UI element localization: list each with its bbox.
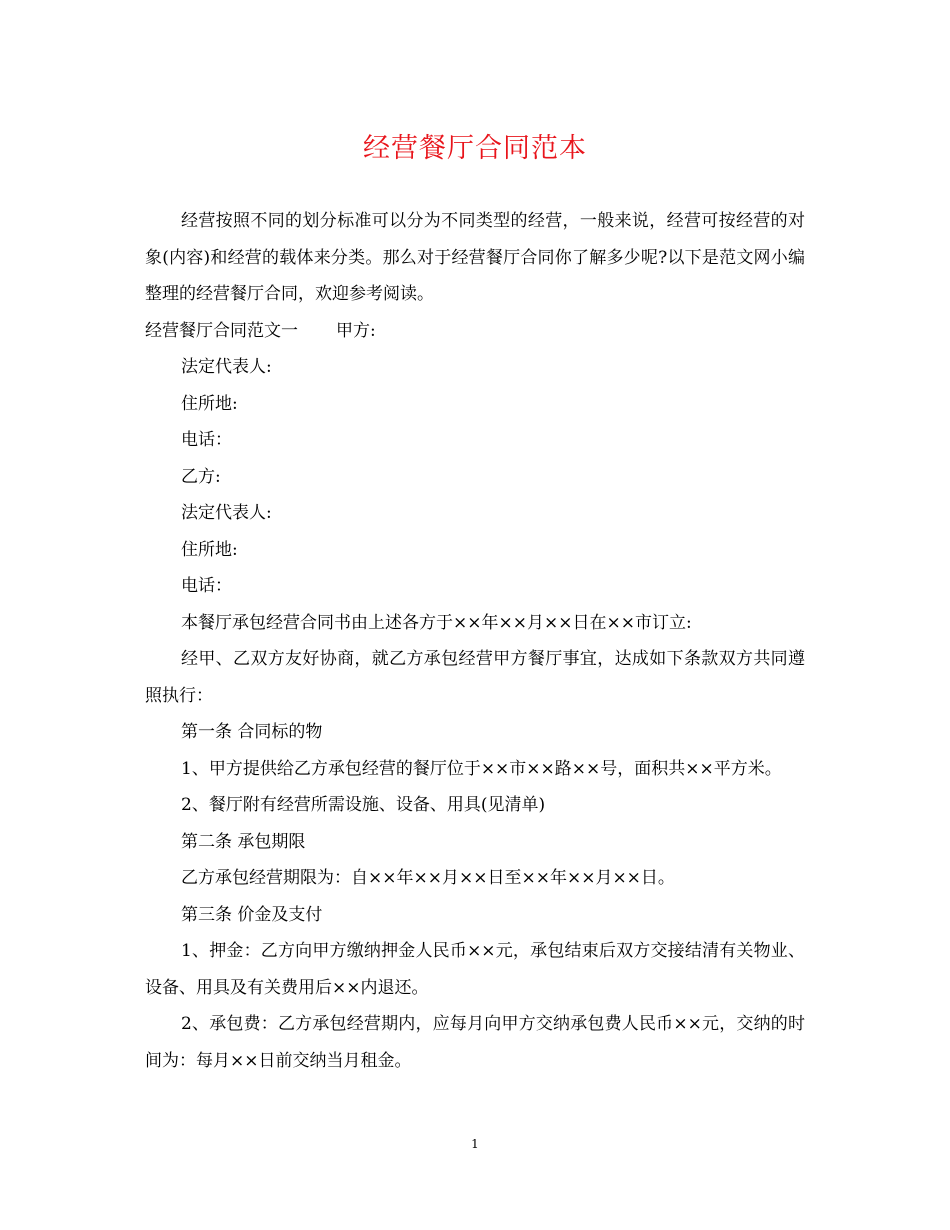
article-3-item-2: 2、承包费：乙方承包经营期内，应每月向甲方交纳承包费人民币××元，交纳的时间为：每月××日前交纳当月租金。 <box>145 1014 805 1071</box>
party-a-label: 甲方: <box>336 320 376 341</box>
article-1-item-1: 1、甲方提供给乙方承包经营的餐厅位于××市××路××号，面积共××平方米。 <box>181 758 782 779</box>
article-2-heading: 第二条 承包期限 <box>181 831 306 852</box>
preamble-paragraph: 本餐厅承包经营合同书由上述各方于××年××月××日在××市订立: <box>181 612 692 633</box>
party-a-phone: 电话： <box>181 430 232 450</box>
party-a-address: 住所地: <box>181 393 238 414</box>
party-a-legal-rep: 法定代表人: <box>181 357 272 377</box>
page-number: 1 <box>471 1137 479 1151</box>
article-3-heading: 第三条 价金及支付 <box>181 904 323 925</box>
party-b-label: 乙方: <box>181 466 221 487</box>
party-b-phone: 电话： <box>181 576 232 596</box>
party-b-address: 住所地: <box>181 539 238 560</box>
article-3-item-1: 1、押金：乙方向甲方缴纳押金人民币××元，承包结束后双方交接结清有关物业、设备、用具及有关费用后××内退还。 <box>145 941 805 998</box>
document-title: 经营餐厅合同范本 <box>363 133 587 164</box>
article-1-item-2: 2、餐厅附有经营所需设施、设备、用具(见清单) <box>181 795 546 815</box>
sample-heading: 经营餐厅合同范文一 <box>145 320 298 341</box>
agreement-paragraph: 经甲、乙双方友好协商，就乙方承包经营甲方餐厅事宜，达成如下条款双方共同遵照执行： <box>145 649 805 706</box>
party-b-legal-rep: 法定代表人: <box>181 503 272 523</box>
article-1-heading: 第一条 合同标的物 <box>181 722 323 742</box>
sample-heading-line <box>145 313 805 350</box>
document-body <box>145 203 805 1079</box>
intro-paragraph: 经营按照不同的划分标准可以分为不同类型的经营，一般来说，经营可按经营的对象(内容)和经营的载体来分类。那么对于经营餐厅合同你了解多少呢?以下是范文网小编整理的经营餐厅合同，欢迎参考阅读。 <box>145 211 805 304</box>
article-2-item-1: 乙方承包经营期限为：自××年××月××日至××年××月××日。 <box>181 868 675 888</box>
